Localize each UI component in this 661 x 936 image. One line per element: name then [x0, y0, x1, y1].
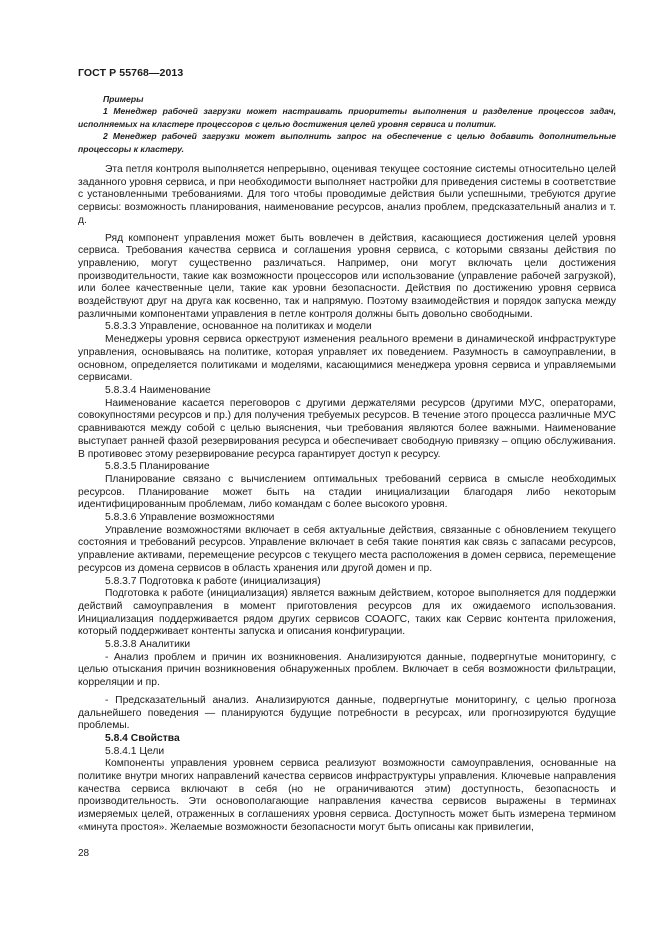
- list-item-predictive-analysis: - Предсказательный анализ. Анализируются данные, подвергнутые мониторингу, с целью прогноза дальнейшего поведения — планируются будущие потребности в ресурсах, или прогнозируются будущие проблемы.: [78, 694, 616, 732]
- section-heading-5834: 5.8.3.4 Наименование: [105, 384, 211, 396]
- section-heading-584: 5.8.4 Свойства: [105, 732, 180, 744]
- section-heading-5836: 5.8.3.6 Управление возможностями: [105, 512, 275, 524]
- list-item-problem-analysis: - Анализ проблем и причин их возникновения. Анализируются данные, подвергнутые мониторингу, с целью отыскания причин возникновения обнаруженных проблем. Включает в себя возможности фильтрации, корреляции и пр.: [78, 651, 616, 689]
- page-number: 28: [78, 848, 90, 859]
- section-heading-5835: 5.8.3.5 Планирование: [105, 461, 210, 473]
- paragraph-management-components: Ряд компонент управления может быть вовлечен в действия, касающиеся достижения целей уровня сервиса. Требования качества сервиса и соглашения уровня сервиса, с которыми связаны действия по управлению, могут существенно различаться. Например, они могут включать цели достижения производительности, такие как возможности процессоров или использование (управление рабочей загрузкой), или более качественные цели, такие как уровни безопасности. Действия по достижению уровня сервиса воздействуют друг на друга как косвенно, так и напрямую. Поэтому взаимодействия и порядок запуска между различными компонентами управления в петле контроля должны быть довольно свободными.: [78, 232, 616, 320]
- section-heading-5837: 5.8.3.7 Подготовка к работе (инициализация): [105, 575, 321, 587]
- paragraph-control-loop: Эта петля контроля выполняется непрерывно, оценивая текущее состояние системы относительно целей заданного уровня сервиса, и при необходимости выполняет настройки для приведения системы в соответствие с установленными требованиями. Для того чтобы проводимые действия были успешными, требуются другие сервисы: возможность планирования, наименование ресурсов, анализ проблем, предсказательный анализ и т. д.: [78, 164, 616, 226]
- paragraph-naming: Наименование касается переговоров с другими держателями ресурсов (другими МУС, операторами, совокупностями ресурсов и пр.) для получения требуемых ресурсов. В течение этого процесса различные МУС сравниваются между собой с целью выяснения, чьи требования являются более важными. Наименование выступает ранней фазой резервирования ресурса и обеспечивает свободную привязку – опцию обслуживания. В противовес этому резервирование ресурса гарантирует доступ к ресурсу.: [78, 397, 616, 460]
- document-body: [78, 93, 616, 835]
- paragraph-planning: Планирование связано с вычислением оптимальных требований сервиса в смысле необходимых ресурсов. Планирование может быть на стадии инициализации благодаря либо некоторым идентифицированным проблемам, либо командам с более высокого уровня.: [78, 473, 616, 511]
- section-heading-5838: 5.8.3.8 Аналитики: [105, 639, 191, 651]
- paragraph-goals: Компоненты управления уровнем сервиса реализуют возможности самоуправления, основанные на политике внутри многих направлений качества сервисов инфраструктуры управления. Ключевые направления качества сервиса включают в себя (но не ограничиваются этим) доступность, безопасность и производительность. Эти основополагающие направления качества сервисов выражены в терминах измеряемых целей, отраженных в соглашениях уровня сервиса. Доступность может быть измерена термином «минута простоя». Желаемые возможности безопасности могут быть описаны как привилегии,: [78, 758, 616, 833]
- document-header: ГОСТ Р 55768—2013: [78, 67, 184, 79]
- paragraph-provisioning: Подготовка к работе (инициализация) является важным действием, которое выполняется для поддержки действий самоуправления в момент приготовления ресурсов для их ожидаемого использования. Инициализация поддерживается рядом других сервисов СОАОГС, таких как Сервис контента приложения, который поддерживает контенты запуска и описания конфигурации.: [78, 588, 616, 638]
- paragraph-capability-management: Управление возможностями включает в себя актуальные действия, связанные с обновлением текущего состояния и требований ресурсов. Управление включает в себя такие понятия как связь с запасами ресурсов, управление активами, перемещение ресурсов с текущего места расположения в домен сервиса, перемещение ресурсов из домена сервисов в область хранения или другой домен и пр.: [78, 524, 616, 574]
- paragraph-policy-management: Менеджеры уровня сервиса оркеструют изменения реального времени в динамической инфраструктуре управления, основываясь на политике, которая управляет их поведением. Разумность в самоуправлении, в основном, определяется политиками и моделями, касающимися менеджера уровня сервиса и управляемыми сервисами.: [78, 334, 616, 384]
- examples-title: Примеры: [103, 94, 144, 104]
- section-heading-5833: 5.8.3.3 Управление, основанное на политиках и модели: [105, 321, 372, 333]
- examples-block: [78, 93, 616, 155]
- example-item-2: 2 Менеджер рабочей загрузки может выполнить запрос на обеспечение с целью добавить дополнительные процессоры к кластеру.: [78, 131, 616, 154]
- section-heading-5841: 5.8.4.1 Цели: [105, 745, 165, 757]
- example-item-1: 1 Менеджер рабочей загрузки может настраивать приоритеты выполнения и разделение процессов задач, исполняемых на кластере процессоров с целью достижения целей уровня сервиса и политик.: [78, 106, 616, 129]
